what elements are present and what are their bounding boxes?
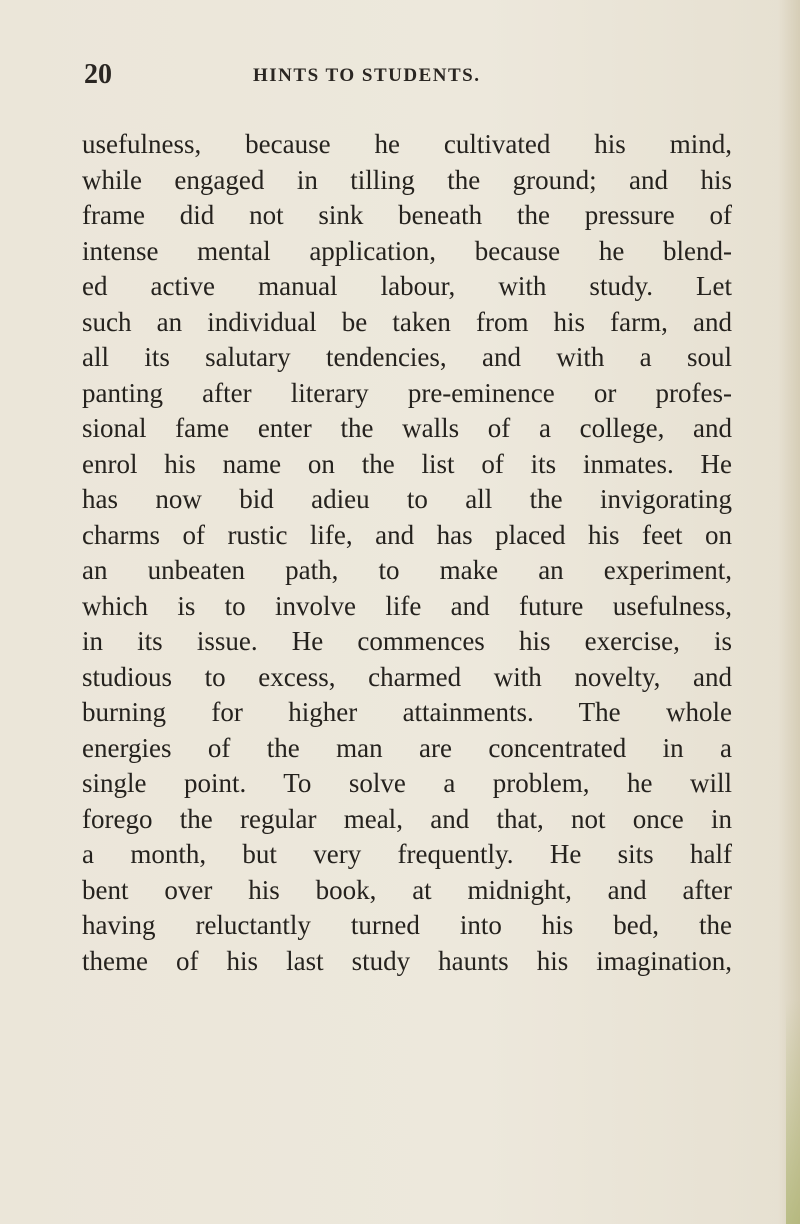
text-line: bent over his book, at midnight, and after bbox=[82, 874, 732, 905]
text-line: energies of the man are concentrated in a bbox=[82, 732, 732, 763]
text-line: all its salutary tendencies, and with a soul bbox=[82, 342, 732, 372]
text-line: frame did not sink beneath the pressure of bbox=[82, 200, 732, 230]
text-line: panting after literary pre-eminence or profes- bbox=[82, 377, 732, 408]
text-line: an unbeaten path, to make an experiment, bbox=[82, 555, 732, 585]
text-line: burning for higher attainments. The whole bbox=[82, 697, 732, 727]
text-line: studious to excess, charmed with novelty, and bbox=[82, 661, 732, 692]
running-title: HINTS TO STUDENTS. bbox=[253, 65, 481, 86]
text-line: such an individual be taken from his farm, and bbox=[82, 306, 732, 337]
text-line: has now bid adieu to all the invigorating bbox=[82, 484, 732, 514]
body-text bbox=[82, 127, 732, 979]
text-line: a month, but very frequently. He sits half bbox=[82, 839, 732, 869]
text-line: usefulness, because he cultivated his mind, bbox=[82, 129, 732, 159]
text-line: forego the regular meal, and that, not once in bbox=[82, 803, 732, 834]
running-head bbox=[0, 60, 800, 90]
text-line: theme of his last study haunts his imagination, bbox=[82, 945, 732, 976]
text-line: which is to involve life and future usefulness, bbox=[82, 590, 732, 621]
text-line: in its issue. He commences his exercise, is bbox=[82, 626, 732, 656]
text-line: intense mental application, because he blend- bbox=[82, 235, 732, 266]
text-line: single point. To solve a problem, he will bbox=[82, 768, 732, 798]
text-line: having reluctantly turned into his bed, the bbox=[82, 910, 732, 940]
text-line: enrol his name on the list of its inmates. He bbox=[82, 448, 732, 479]
page-number: 20 bbox=[84, 59, 112, 90]
text-line: charms of rustic life, and has placed his feet on bbox=[82, 519, 732, 550]
page-edge-stain bbox=[786, 1000, 800, 1224]
text-line: sional fame enter the walls of a college, and bbox=[82, 413, 732, 443]
text-line: while engaged in tilling the ground; and his bbox=[82, 164, 732, 195]
text-line: ed active manual labour, with study. Let bbox=[82, 271, 732, 301]
